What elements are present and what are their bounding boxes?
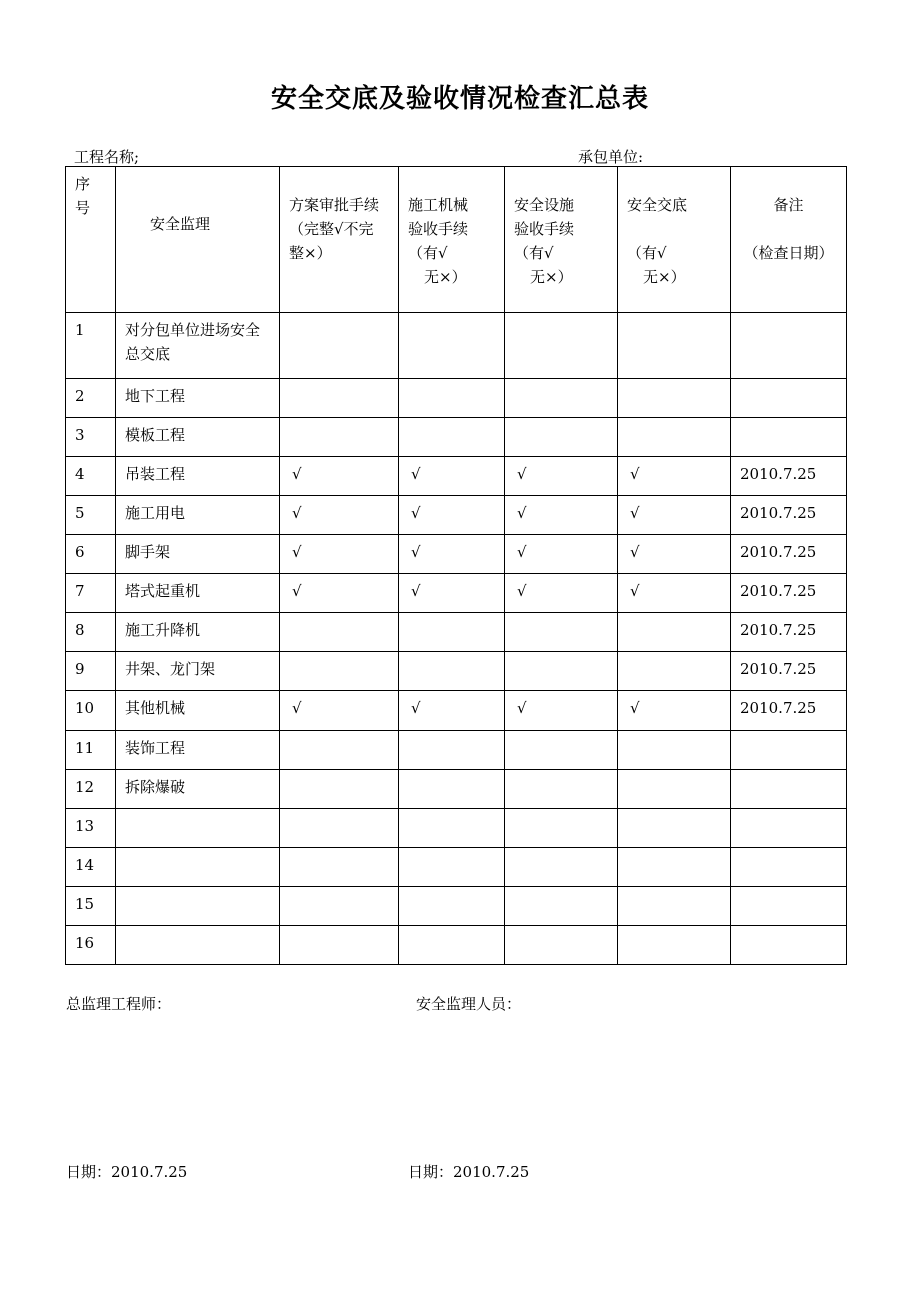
row-plan: √ xyxy=(280,457,399,496)
row-no: 15 xyxy=(66,887,116,926)
row-plan xyxy=(280,313,399,379)
row-plan xyxy=(280,848,399,887)
date-left: 日期：2010.7.25 xyxy=(66,1163,188,1181)
row-briefing: √ xyxy=(618,457,731,496)
row-item xyxy=(116,848,280,887)
header-machinery-acceptance: 施工机械 验收手续 （有√ 无×） xyxy=(399,167,505,313)
row-machinery: √ xyxy=(399,535,505,574)
row-facility xyxy=(505,809,618,848)
header-row xyxy=(66,167,847,313)
table-row xyxy=(66,809,847,848)
contractor-label: 承包单位: xyxy=(578,148,644,166)
row-briefing xyxy=(618,418,731,457)
row-machinery: √ xyxy=(399,457,505,496)
row-plan xyxy=(280,809,399,848)
row-briefing xyxy=(618,313,731,379)
table-row xyxy=(66,887,847,926)
row-item: 施工升降机 xyxy=(116,613,280,652)
row-date xyxy=(731,379,847,418)
row-plan xyxy=(280,926,399,965)
row-machinery xyxy=(399,731,505,770)
row-plan xyxy=(280,418,399,457)
row-no: 1 xyxy=(66,313,116,379)
row-machinery xyxy=(399,418,505,457)
row-plan: √ xyxy=(280,691,399,731)
row-facility xyxy=(505,313,618,379)
header-facility-acceptance: 安全设施 验收手续 （有√ 无×） xyxy=(505,167,618,313)
row-date: 2010.7.25 xyxy=(731,691,847,731)
row-briefing xyxy=(618,926,731,965)
row-facility xyxy=(505,926,618,965)
row-no: 12 xyxy=(66,770,116,809)
row-machinery xyxy=(399,379,505,418)
row-briefing xyxy=(618,887,731,926)
row-machinery xyxy=(399,926,505,965)
table-row xyxy=(66,652,847,691)
row-machinery xyxy=(399,313,505,379)
row-no: 14 xyxy=(66,848,116,887)
header-plan-approval: 方案审批手续 （完整√不完 整×） xyxy=(280,167,399,313)
row-briefing xyxy=(618,613,731,652)
row-plan xyxy=(280,731,399,770)
row-item: 拆除爆破 xyxy=(116,770,280,809)
table-row xyxy=(66,313,847,379)
header-remark: 备注 （检查日期） xyxy=(731,167,847,313)
row-facility: √ xyxy=(505,457,618,496)
row-no: 10 xyxy=(66,691,116,731)
table-row xyxy=(66,691,847,731)
row-date: 2010.7.25 xyxy=(731,457,847,496)
row-plan xyxy=(280,887,399,926)
row-date xyxy=(731,926,847,965)
row-machinery: √ xyxy=(399,574,505,613)
row-facility xyxy=(505,770,618,809)
row-no: 9 xyxy=(66,652,116,691)
row-date: 2010.7.25 xyxy=(731,535,847,574)
row-machinery xyxy=(399,809,505,848)
table-row xyxy=(66,418,847,457)
row-briefing: √ xyxy=(618,535,731,574)
row-item: 吊装工程 xyxy=(116,457,280,496)
row-no: 5 xyxy=(66,496,116,535)
row-no: 11 xyxy=(66,731,116,770)
row-date: 2010.7.25 xyxy=(731,574,847,613)
chief-supervisor-label: 总监理工程师： xyxy=(66,995,172,1013)
row-machinery xyxy=(399,652,505,691)
table-row xyxy=(66,496,847,535)
row-date: 2010.7.25 xyxy=(731,613,847,652)
row-briefing xyxy=(618,731,731,770)
row-item xyxy=(116,809,280,848)
row-briefing xyxy=(618,809,731,848)
row-item xyxy=(116,926,280,965)
row-no: 2 xyxy=(66,379,116,418)
row-item: 脚手架 xyxy=(116,535,280,574)
row-facility xyxy=(505,731,618,770)
row-facility xyxy=(505,887,618,926)
row-date: 2010.7.25 xyxy=(731,652,847,691)
row-no: 13 xyxy=(66,809,116,848)
row-machinery: √ xyxy=(399,691,505,731)
row-item: 地下工程 xyxy=(116,379,280,418)
row-briefing xyxy=(618,379,731,418)
row-plan xyxy=(280,652,399,691)
table-row xyxy=(66,535,847,574)
row-no: 16 xyxy=(66,926,116,965)
row-no: 4 xyxy=(66,457,116,496)
row-date: 2010.7.25 xyxy=(731,496,847,535)
row-date xyxy=(731,731,847,770)
row-briefing xyxy=(618,848,731,887)
row-date xyxy=(731,770,847,809)
row-item: 其他机械 xyxy=(116,691,280,731)
row-item: 井架、龙门架 xyxy=(116,652,280,691)
row-no: 8 xyxy=(66,613,116,652)
table-row xyxy=(66,457,847,496)
document-title: 安全交底及验收情况检查汇总表 xyxy=(270,84,649,114)
row-no: 3 xyxy=(66,418,116,457)
row-facility xyxy=(505,613,618,652)
project-name-label: 工程名称; xyxy=(74,148,140,166)
row-facility: √ xyxy=(505,691,618,731)
row-date xyxy=(731,848,847,887)
table-row xyxy=(66,574,847,613)
row-machinery xyxy=(399,613,505,652)
row-item xyxy=(116,887,280,926)
row-item: 对分包单位进场安全 总交底 xyxy=(116,313,280,379)
row-machinery xyxy=(399,887,505,926)
table-row xyxy=(66,770,847,809)
row-date xyxy=(731,887,847,926)
table-row xyxy=(66,731,847,770)
row-plan: √ xyxy=(280,574,399,613)
row-facility xyxy=(505,379,618,418)
row-item: 塔式起重机 xyxy=(116,574,280,613)
row-date xyxy=(731,809,847,848)
date-right: 日期：2010.7.25 xyxy=(408,1163,530,1181)
header-item: 安全监理 xyxy=(116,167,280,313)
row-plan xyxy=(280,379,399,418)
row-facility xyxy=(505,848,618,887)
row-machinery xyxy=(399,770,505,809)
row-machinery: √ xyxy=(399,496,505,535)
row-no: 7 xyxy=(66,574,116,613)
row-facility xyxy=(505,418,618,457)
row-item: 施工用电 xyxy=(116,496,280,535)
header-safety-briefing: 安全交底 （有√ 无×） xyxy=(618,167,731,313)
row-plan xyxy=(280,770,399,809)
row-date xyxy=(731,418,847,457)
inspection-summary-table xyxy=(65,166,847,965)
row-machinery xyxy=(399,848,505,887)
row-briefing: √ xyxy=(618,691,731,731)
row-date xyxy=(731,313,847,379)
row-plan: √ xyxy=(280,496,399,535)
table-row xyxy=(66,848,847,887)
row-facility xyxy=(505,652,618,691)
table-row xyxy=(66,613,847,652)
row-facility: √ xyxy=(505,535,618,574)
table-row xyxy=(66,379,847,418)
row-briefing: √ xyxy=(618,574,731,613)
header-no: 序 号 xyxy=(66,167,116,313)
row-no: 6 xyxy=(66,535,116,574)
row-item: 装饰工程 xyxy=(116,731,280,770)
row-briefing xyxy=(618,770,731,809)
table-row xyxy=(66,926,847,965)
row-item: 模板工程 xyxy=(116,418,280,457)
row-plan: √ xyxy=(280,535,399,574)
row-facility: √ xyxy=(505,496,618,535)
row-briefing xyxy=(618,652,731,691)
row-plan xyxy=(280,613,399,652)
row-briefing: √ xyxy=(618,496,731,535)
safety-supervisor-label: 安全监理人员： xyxy=(416,995,522,1013)
row-facility: √ xyxy=(505,574,618,613)
